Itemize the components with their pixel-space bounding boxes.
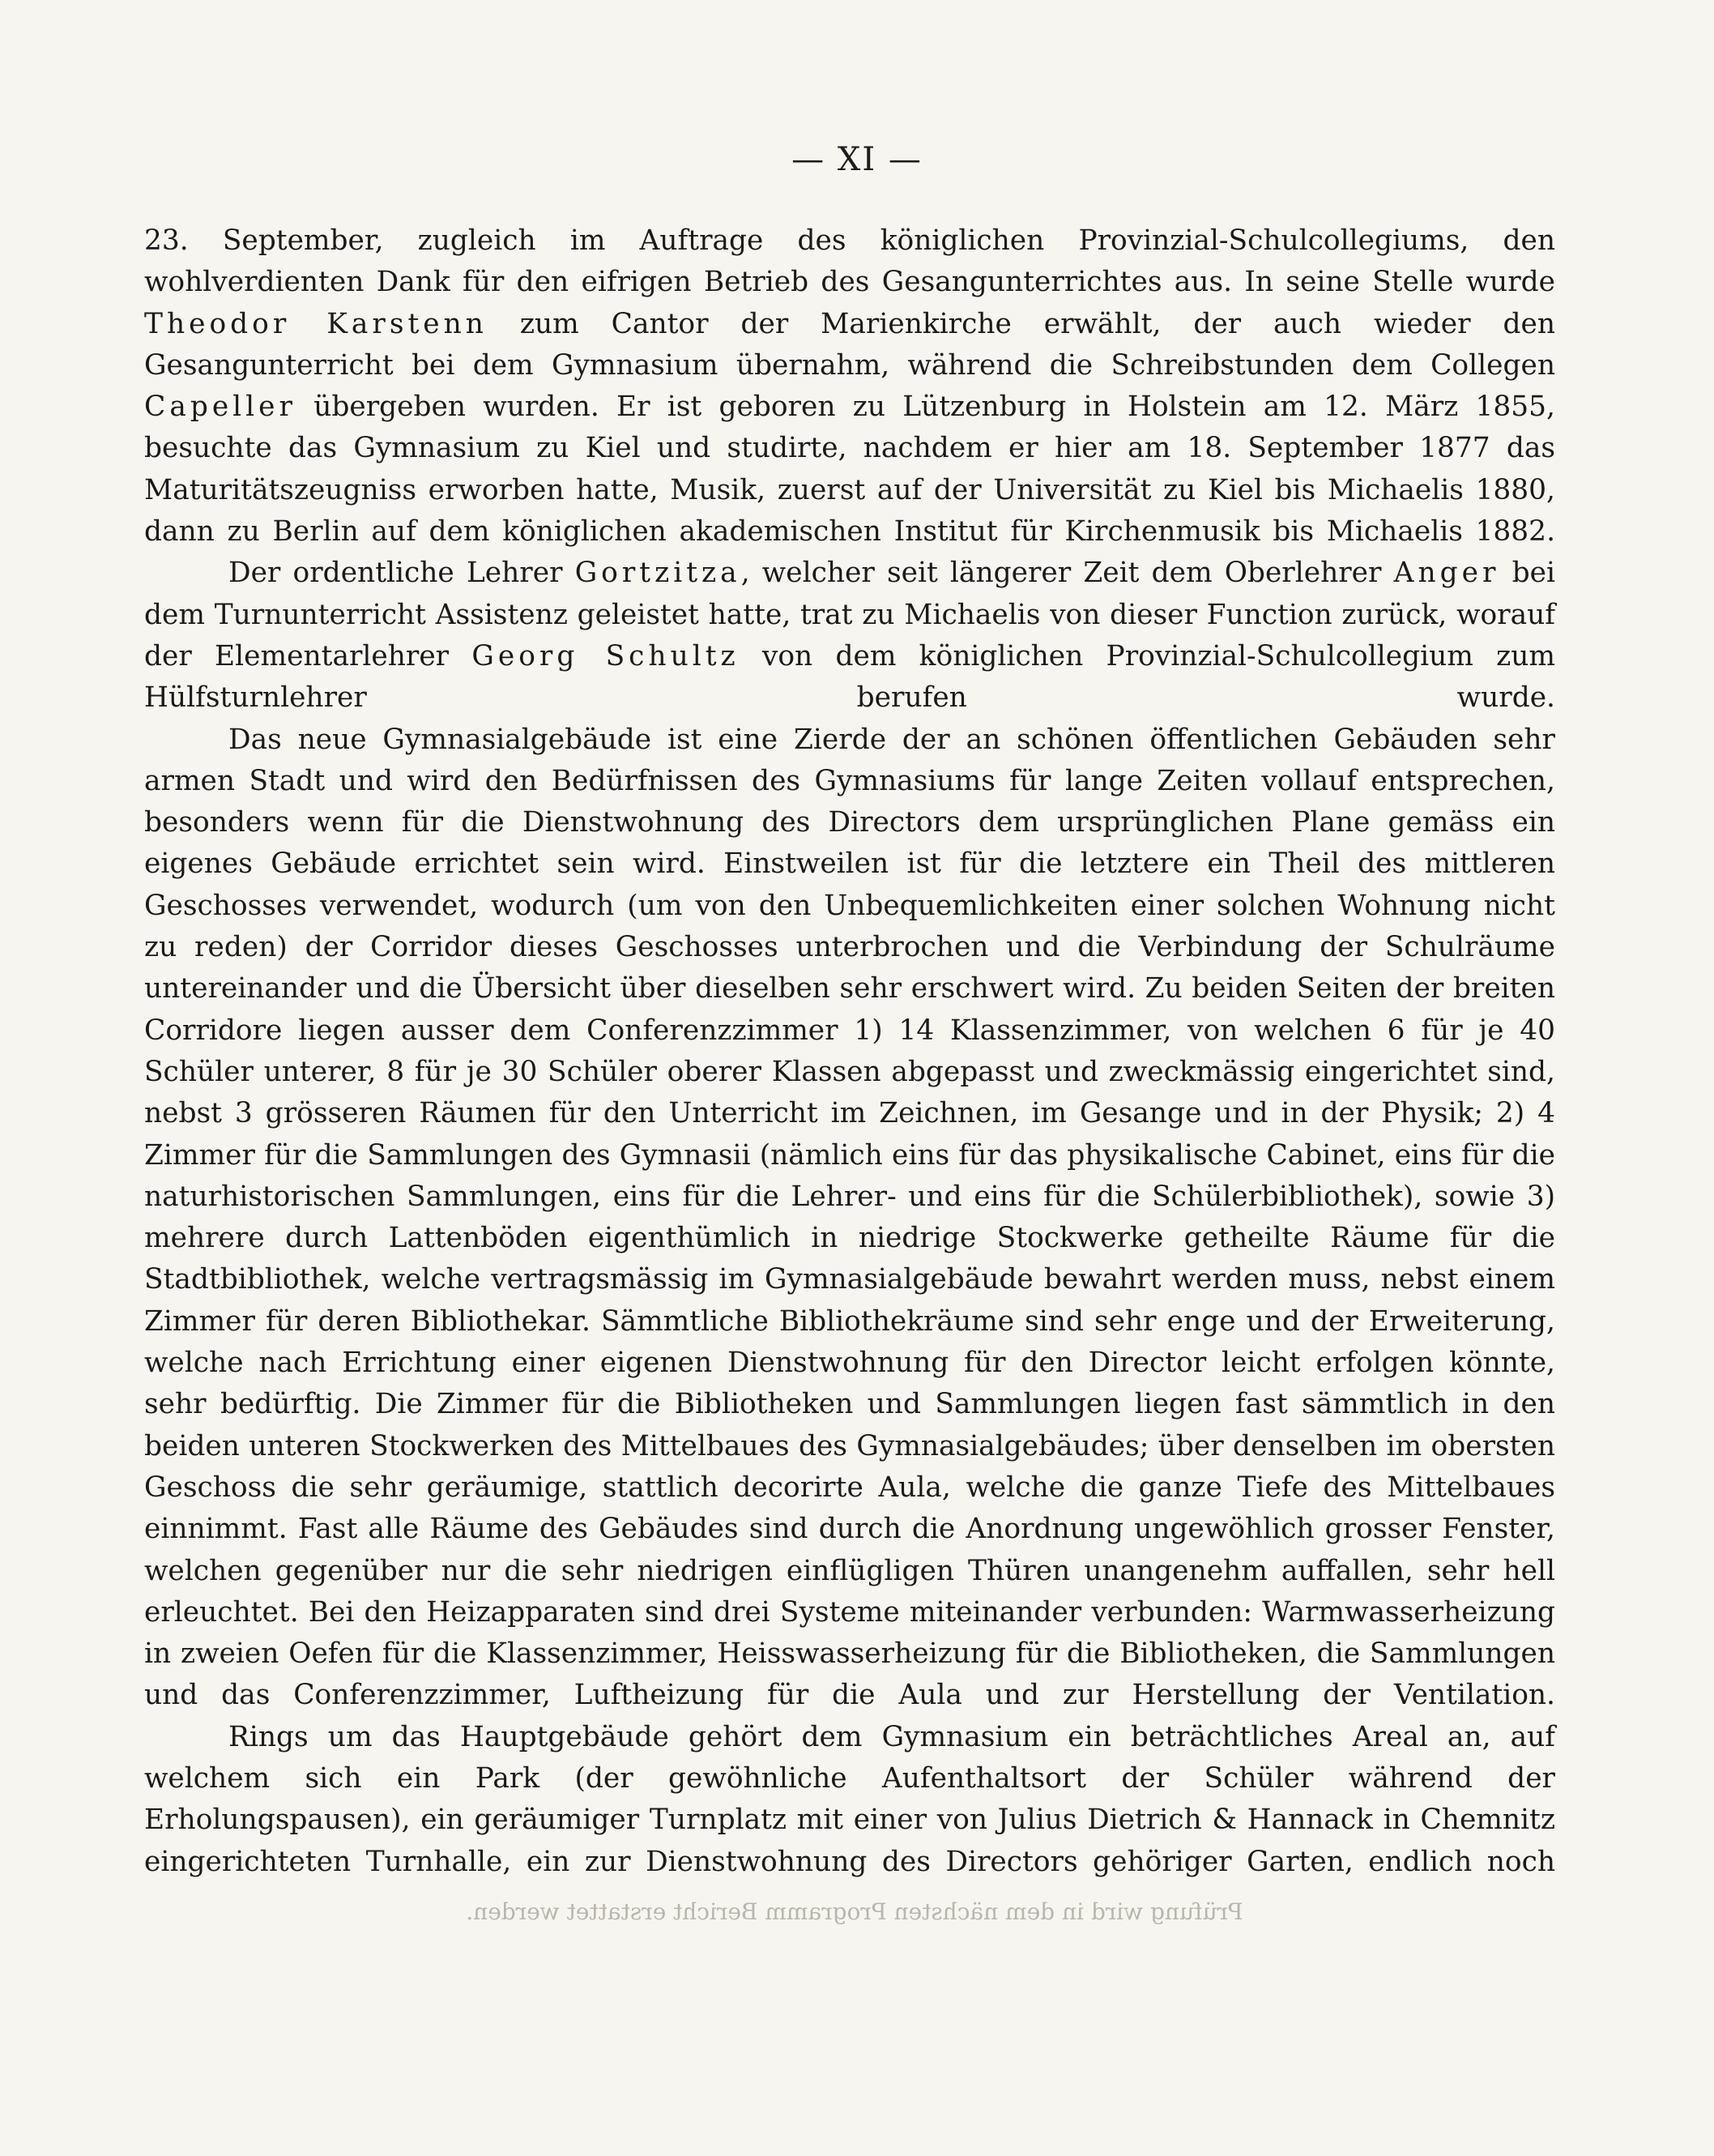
show-through-text: Prüfung wird in dem nächsten Programm Bericht erstattet werden. [466, 1898, 1243, 1925]
paragraph-2: Der ordentliche Lehrer Gortzitza, welcher seit längerer Zeit dem Oberlehrer Anger bei dem Turnunterricht Assistenz geleistet hatte, trat zu Michaelis von dieser Function zurück, worauf der Elementarlehrer Georg Schultz von dem königlichen Provinzial-Schulcollegium zum Hülfsturnlehrer berufen wurde. [144, 557, 1555, 715]
paragraph-4: Rings um das Hauptgebäude gehört dem Gymnasium ein beträchtliches Areal an, auf welchem sich ein Park (der gewöhnliche Aufenthaltsort der Schüler während der Erholungspausen), ein geräumiger Turnplatz mit einer von Julius Dietrich & Hannack in Chemnitz eingerichteten Turnhalle, ein zur Dienstwohnung des Directors gehöriger Garten, endlich noch [144, 1720, 1555, 1878]
paragraph-1: 23. September, zugleich im Auftrage des königlichen Provinzial-Schulcollegiums, den wohlverdienten Dank für den eifrigen Betrieb des Gesangunterrichtes aus. In seine Stelle wurde Theodor Karstenn zum Cantor der Marienkirche erwählt, der auch wieder den Gesangunterricht bei dem Gymnasium übernahm, während die Schreibstunden dem Collegen Capeller übergeben wurden. Er ist geboren zu Lützenburg in Holstein am 12. März 1855, besuchte das Gymnasium zu Kiel und studirte, nachdem er hier am 18. September 1877 das Maturitätszeugniss erworben hatte, Musik, zuerst auf der Universität zu Kiel bis Michaelis 1880, dann zu Berlin auf dem königlichen akademischen Institut für Kirchenmusik bis Michaelis 1882. [144, 224, 1555, 549]
name-capeller: Capeller [144, 391, 296, 424]
name-karstenn: Theodor Karstenn [144, 307, 488, 340]
paragraph-3: Das neue Gymnasialgebäude ist eine Zierde der an schönen öffentlichen Gebäuden sehr armen Stadt und wird den Bedürfnissen des Gymnasiums für lange Zeiten vollauf entsprechen, besonders wenn für die Dienstwohnung des Directors dem ursprünglichen Plane gemäss ein eigenes Gebäude errichtet sein wird. Einstweilen ist für die letztere ein Theil des mittleren Geschosses verwendet, wodurch (um von den Unbequemlichkeiten einer solchen Wohnung nicht zu reden) der Corridor dieses Geschosses unterbrochen und die Verbindung der Schulräume untereinander und die Übersicht über dieselben sehr erschwert wird. Zu beiden Seiten der breiten Corridore liegen ausser dem Conferenzzimmer 1) 14 Klassenzimmer, von welchen 6 für je 40 Schüler unterer, 8 für je 30 Schüler oberer Klassen abgepasst und zweckmässig eingerichtet sind, nebst 3 grösseren Räumen für den Unterricht im Zeichnen, im Gesange und in der Physik; 2) 4 Zimmer für die Sammlungen des Gymnasii (nämlich eins für das physikalische Cabinet, eins für die naturhistorischen Sammlungen, eins für die Lehrer- und eins für die Schülerbibliothek), sowie 3) mehrere durch Lattenböden eigenthümlich in niedrige Stockwerke getheilte Räume für die Stadtbibliothek, welche vertragsmässig im Gymnasialgebäude bewahrt werden muss, nebst einem Zimmer für deren Bibliothekar. Sämmtliche Bibliothekräume sind sehr enge und der Erweiterung, welche nach Errichtung einer eigenen Dienstwohnung für den Director leicht erfolgen könnte, sehr bedürftig. Die Zimmer für die Bibliotheken und Sammlungen liegen fast sämmtlich in den beiden unteren Stockwerken des Mittelbaues des Gymnasialgebäudes; über denselben im obersten Geschoss die sehr geräumige, stattlich decorirte Aula, welche die ganze Tiefe des Mittelbaues einnimmt. Fast alle Räume des Gebäudes sind durch die Anordnung ungewöhlich grosser Fenster, welchen gegenüber nur die sehr niedrigen einflügligen Thüren unangenehm auffallen, sehr hell erleuchtet. Bei den Heizapparaten sind drei Systeme miteinander verbunden: Warmwasserheizung in zweien Oefen für die Klassenzimmer, Heisswasserheizung für die Bibliotheken, die Sammlungen und das Conferenzzimmer, Luftheizung für die Aula und zur Herstellung der Ventilation. [144, 723, 1555, 1712]
page-number: — XI — [791, 141, 923, 178]
name-georg-schultz: Georg Schultz [471, 639, 740, 672]
body-text [144, 220, 1555, 1883]
name-gortzitza: Gortzitza [574, 557, 741, 590]
name-anger: Anger [1393, 557, 1500, 590]
